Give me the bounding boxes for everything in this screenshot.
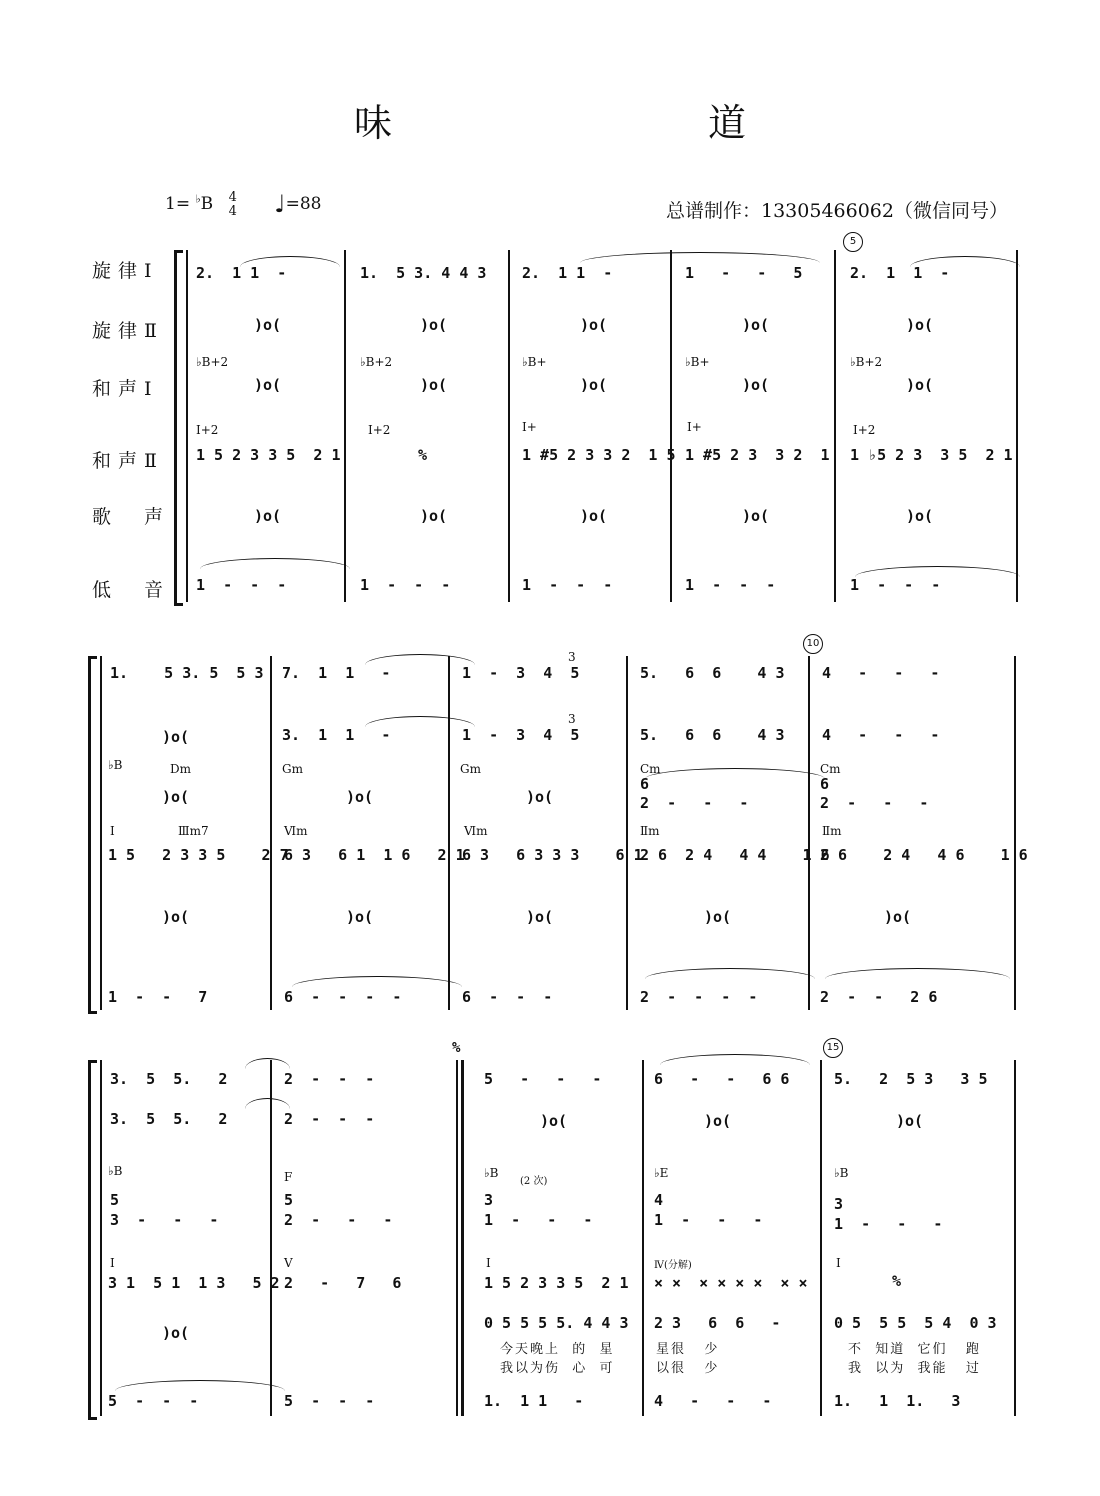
chord-name: ♭B+2 [196,355,229,369]
repeat-barline [456,1060,458,1416]
chord-name: Cm [640,762,661,776]
tie [115,1380,285,1391]
simile-mark: )o( [896,1112,924,1130]
harmony-note: 2 6 2 4 4 4 1 6 [640,846,830,864]
tie [245,1098,290,1109]
melody-note: 7. 1 1 - [282,664,391,682]
label-melody-2: 旋律Ⅱ [92,320,164,342]
repeat-count: (2 次) [520,1176,548,1187]
simile-mark: )o( [906,376,934,394]
song-title: 味 道 [353,101,826,145]
chord-name: F [284,1170,293,1184]
chord-name: Gm [282,762,303,776]
bass-note: 1 - - 7 [108,988,208,1006]
rehearsal-mark: 15 [823,1038,843,1058]
tie [645,968,815,979]
simile-mark: )o( [580,376,608,394]
chord-name: ♭B [484,1166,499,1180]
bass-note: 2 - - 2 6 [820,988,938,1006]
barline [270,656,272,1010]
simile-mark: )o( [906,316,934,334]
chord-name: ♭B [108,1164,123,1178]
harmony-chord: 5 2 - - - [284,1191,393,1229]
tempo: =88 [285,194,322,214]
harmony-note: 1 5 2 3 3 5 2 7 [108,846,289,864]
harmony-chord: 3 1 - - - [834,1195,943,1233]
bass-note: 5 - - - [284,1392,375,1410]
barline [820,1060,822,1416]
lyric-line-1: 今天晚上 的 星 [500,1342,615,1357]
melody-note: 1 - 3 4 5 [462,726,580,744]
melody-note: 4 - - - [822,726,940,744]
key-prefix: 1= [165,194,191,214]
bass-note: 4 - - - [654,1392,772,1410]
chord-name: ♭E [654,1166,669,1180]
barline [642,1060,644,1416]
melody-note: 5. 2 5 3 3 5 [834,1070,988,1088]
melody-note: 5 - - - [484,1070,602,1088]
system-bracket [88,656,97,1014]
chord-function: I+2 [853,423,876,437]
label-bass: 低 音 [92,579,171,601]
repeat-measure-mark: % [892,1272,902,1290]
melody-note: 3. 1 1 - [282,726,391,744]
tie [365,716,475,727]
label-melody-1: 旋律Ⅰ [92,260,159,282]
bass-note: 1 - - - [360,576,451,594]
simile-mark: )o( [742,507,770,525]
lyric-line-1: 星很 少 [656,1342,720,1357]
harmony-note: 1 #5 2 3 3 2 1 5 [522,446,676,464]
percussion-note: × × × × × × × × [654,1274,808,1292]
chord-function: I [836,1256,841,1270]
system-bracket [174,250,183,606]
chord-function: I+ [522,420,537,434]
simile-mark: )o( [346,908,374,926]
chord-name: ♭B [834,1166,849,1180]
bass-note: 1 - - - [522,576,613,594]
harmony-note: 3 1 5 1 1 3 5 2 [108,1274,280,1292]
melody-note: 2. 1 1 - [850,264,950,282]
melody-note: 2. 1 1 - [196,264,287,282]
tie [910,256,1020,267]
chord-name: ♭B+2 [360,355,393,369]
barline [670,250,672,602]
tie [200,558,350,569]
harmony-chord: 5 3 - - - [110,1191,219,1229]
barline [808,656,810,1010]
label-voice: 歌 声 [92,506,171,528]
melody-note: 3. 5 5. 2 [110,1070,228,1088]
barline [834,250,836,602]
bass-note: 1. 1 1 - [484,1392,584,1410]
harmony-note: 6 3 6 3 3 3 6 1 [462,846,643,864]
rehearsal-mark: 5 [843,232,863,252]
tie [365,654,475,665]
harmony-note: 2 - 7 6 [284,1274,402,1292]
voice-note: 2 3 6 6 - [654,1314,781,1332]
simile-mark: )o( [704,908,732,926]
tie [855,566,1020,577]
simile-mark: )o( [526,908,554,926]
melody-note: 3. 5 5. 2 [110,1110,228,1128]
repeat-measure-mark: % [418,446,428,464]
simile-mark: )o( [254,316,282,334]
lyric-line-2: 我 以为 我能 过 [848,1361,981,1376]
triplet-mark: 3 [568,650,576,664]
chord-name: ♭B+2 [850,355,883,369]
time-signature: 4 4 [228,189,237,219]
chord-function: Ⅱm [822,824,842,838]
melody-note: 6 - - 6 6 [654,1070,790,1088]
melody-note: 2. 1 1 - [522,264,613,282]
harmony-note: 6 3 6 1 1 6 2 1 [284,846,465,864]
barline [508,250,510,602]
melody-note: 2 - - - [284,1110,375,1128]
harmony-chord: 6 2 - - - [640,775,749,812]
chord-function: Ⅵm [464,824,488,838]
simile-mark: )o( [420,376,448,394]
barline [626,656,628,1010]
barline [1014,656,1016,1010]
harmony-chord: 3 1 - - - [484,1191,593,1229]
melody-note: 4 - - - [822,664,940,682]
harmony-note: 1 5 2 3 3 5 2 1 [196,446,341,464]
simile-mark: )o( [906,507,934,525]
score-maker: 总谱制作：13305466062（微信同号） [666,200,1008,222]
barline [270,1060,272,1416]
chord-function: I+2 [196,423,219,437]
system-bracket [88,1060,97,1420]
barline [448,656,450,1010]
harmony-chord: 6 2 - - - [820,775,929,812]
simile-mark: )o( [162,728,190,746]
tie [292,976,462,987]
melody-note: 2 - - - [284,1070,375,1088]
voice-note: 0 5 5 5 5 4 0 3 [834,1314,997,1332]
chord-function: Ⅵm [284,824,308,838]
barline [1014,1060,1016,1416]
simile-mark: )o( [742,316,770,334]
barline [344,250,346,602]
bass-note: 1 - - - [850,576,941,594]
simile-mark: )o( [420,507,448,525]
bass-note: 2 - - - - [640,988,758,1006]
label-harmony-2: 和声Ⅱ [92,450,164,472]
harmony-chord: 4 1 - - - [654,1191,763,1229]
key-tonic: B [200,194,214,214]
melody-note: 1 - - 5 [685,264,803,282]
simile-mark: )o( [346,788,374,806]
simile-mark: )o( [884,908,912,926]
lyric-line-2: 我以为伤 心 可 [500,1361,615,1376]
simile-mark: )o( [162,1324,190,1342]
segno-icon: % [452,1040,461,1056]
bass-note: 1 - - - [196,576,287,594]
simile-mark: )o( [526,788,554,806]
quarter-note-icon: ♩ [274,190,286,218]
chord-name: Cm [820,762,841,776]
bass-note: 1 - - - [685,576,776,594]
key-signature [165,190,321,219]
lyric-line-2: 以很 少 [656,1361,720,1376]
chord-function: Ⅲm7 [178,824,209,838]
simile-mark: )o( [580,316,608,334]
tie [580,252,820,263]
tie [245,1058,290,1069]
bass-note: 5 - - - [108,1392,199,1410]
simile-mark: )o( [540,1112,568,1130]
simile-mark: )o( [162,908,190,926]
simile-mark: )o( [704,1112,732,1130]
triplet-mark: 3 [568,712,576,726]
chord-function: V [284,1256,293,1270]
melody-note: 5. 6 6 4 3 [640,726,785,744]
bass-note: 1. 1 1. 3 [834,1392,961,1410]
label-harmony-1: 和声Ⅰ [92,378,159,400]
chord-name: ♭B [108,758,123,772]
chord-name: ♭B+ [685,355,710,369]
voice-note: 0 5 5 5 5. 4 4 3 [484,1314,629,1332]
lyric-line-1: 不 知道 它们 跑 [848,1342,981,1357]
chord-function: I [110,1256,115,1270]
chord-function: I [110,824,115,838]
harmony-note: 1 5 2 3 3 5 2 1 [484,1274,629,1292]
barline [186,250,188,602]
tie [825,968,1010,979]
chord-name: Gm [460,762,481,776]
bass-note: 6 - - - [462,988,553,1006]
melody-note: 1 - 3 4 5 [462,664,580,682]
harmony-note: 1 ♭5 2 3 3 5 2 1 [850,446,1013,464]
simile-mark: )o( [580,507,608,525]
simile-mark: )o( [162,788,190,806]
harmony-note: 2 6 2 4 4 6 1 6 [820,846,1028,864]
chord-function: Ⅱm [640,824,660,838]
rehearsal-mark: 10 [803,634,823,654]
barline [100,656,102,1010]
repeat-barline [461,1060,464,1416]
barline [100,1060,102,1416]
barline [1016,250,1018,602]
tie [240,256,340,267]
key-flat: ♭ [195,192,201,206]
melody-note: 5. 6 6 4 3 [640,664,785,682]
chord-name: ♭B+ [522,355,547,369]
simile-mark: )o( [420,316,448,334]
chord-function: Ⅳ(分解) [654,1260,692,1271]
melody-note: 1. 5 3. 5 5 3 [110,664,264,682]
chord-function: I [486,1256,491,1270]
simile-mark: )o( [742,376,770,394]
tie [645,768,825,779]
simile-mark: )o( [254,376,282,394]
tie [660,1054,810,1065]
chord-name: Dm [170,762,191,776]
chord-function: I+ [687,420,702,434]
simile-mark: )o( [254,507,282,525]
bass-note: 6 - - - - [284,988,402,1006]
chord-function: I+2 [368,423,391,437]
melody-note: 1. 5 3. 4 4 3 [360,264,487,282]
harmony-note: 1 #5 2 3 3 2 1 [685,446,830,464]
